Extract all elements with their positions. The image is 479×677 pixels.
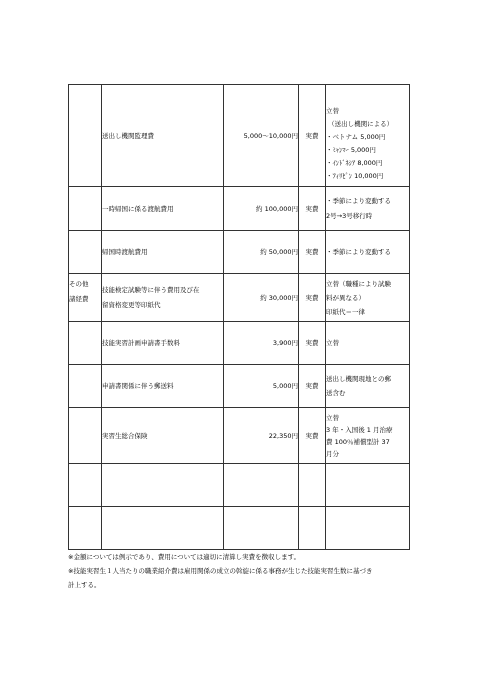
type-cell: 実費 <box>299 322 326 365</box>
note-cell <box>326 507 410 550</box>
category-cell <box>69 365 102 408</box>
category-cell <box>69 274 102 322</box>
table-row-empty <box>69 507 410 550</box>
table-row <box>69 408 410 464</box>
note-line: 2号→3号移行時 <box>326 212 373 220</box>
note-line: 立替 <box>326 106 339 115</box>
table-row <box>69 85 410 187</box>
category-cell <box>69 464 102 507</box>
category-label: その他 <box>69 280 89 288</box>
type-cell <box>299 464 326 507</box>
category-cell <box>69 231 102 274</box>
type-cell: 実費 <box>299 231 326 274</box>
item-cell: 帰国時渡航費用 <box>102 231 224 274</box>
amount-cell: 3,900円 <box>224 322 299 365</box>
category-cell <box>69 187 102 231</box>
item-cell: 技能実習計画申請書手数料 <box>102 322 224 365</box>
note-line: ・ﾌｨﾘﾋﾟﾝ 10,000円 <box>326 171 384 180</box>
item-cell: 実習生総合保険 <box>102 408 224 464</box>
note-line: ・季節により変動する <box>326 248 391 256</box>
footnote-2: ※技能実習生１人当たりの職業紹介費は雇用関係の成立の斡旋に係る事務が生じた技能実習生数に基づき <box>68 567 373 575</box>
note-line: 送含む <box>326 389 346 397</box>
item-cell: 一時帰国に係る渡航費用 <box>102 187 224 231</box>
footnote-2-continued: 計上する。 <box>68 581 101 589</box>
note-cell <box>326 231 410 274</box>
item-cell: 送出し機関監理費 <box>102 85 224 187</box>
note-line: ・ｲﾝﾄﾞﾈｼｱ 8,000円 <box>326 158 383 167</box>
type-cell <box>299 507 326 550</box>
note-line: ・ベトナム 5,000円 <box>326 132 386 141</box>
table-row <box>69 365 410 408</box>
note-line: 送出し機関現地との郵 <box>326 375 391 383</box>
note-cell <box>326 274 410 322</box>
note-cell <box>326 322 410 365</box>
item-line: 技能検定試験等に伴う費用及び在 <box>102 286 200 294</box>
amount-cell <box>224 507 299 550</box>
category-label: 諸経費 <box>69 295 89 303</box>
note-line: 3 年・入国後 1 月治療 <box>326 425 393 434</box>
cost-table <box>68 84 410 550</box>
type-cell: 実費 <box>299 365 326 408</box>
table-row <box>69 322 410 365</box>
type-cell: 実費 <box>299 408 326 464</box>
type-cell: 実費 <box>299 187 326 231</box>
type-cell: 実費 <box>299 274 326 322</box>
amount-cell: 5,000円 <box>224 365 299 408</box>
amount-cell <box>224 464 299 507</box>
item-cell <box>102 464 224 507</box>
category-cell <box>69 408 102 464</box>
amount-cell: 5,000～10,000円 <box>224 85 299 187</box>
item-cell: 申請書関係に伴う郵送料 <box>102 365 224 408</box>
note-line: 立替 <box>326 339 339 347</box>
table-row <box>69 231 410 274</box>
amount-cell: 約 30,000円 <box>224 274 299 322</box>
note-cell <box>326 85 410 187</box>
note-line: 立替 <box>326 413 339 422</box>
amount-cell: 22,350円 <box>224 408 299 464</box>
note-line: 立替（職種により試験 <box>326 279 391 288</box>
note-line: 印紙代＝一律 <box>326 307 365 316</box>
table-row <box>69 274 410 322</box>
type-cell: 実費 <box>299 85 326 187</box>
category-cell <box>69 322 102 365</box>
item-cell <box>102 274 224 322</box>
item-line: 留資格変更等印紙代 <box>102 301 161 309</box>
note-line: ・ﾐｬﾝﾏｰ 5,000円 <box>326 145 376 154</box>
note-cell <box>326 365 410 408</box>
footnote-1: ※金額については例示であり、費用については適切に清算し実費を徴収します。 <box>68 553 301 561</box>
category-cell <box>69 507 102 550</box>
note-cell <box>326 464 410 507</box>
amount-cell: 約 100,000円 <box>224 187 299 231</box>
category-cell <box>69 85 102 187</box>
note-cell <box>326 187 410 231</box>
note-line: ・季節により変動する <box>326 197 391 205</box>
note-cell <box>326 408 410 464</box>
item-cell <box>102 507 224 550</box>
table-row <box>69 187 410 231</box>
note-line: （送出し機関による） <box>326 119 394 128</box>
table-row-empty <box>69 464 410 507</box>
note-line: 料が異なる） <box>326 293 365 302</box>
note-line: 月分 <box>326 449 339 458</box>
note-line: 費 100％補償型計 37 <box>326 437 390 446</box>
amount-cell: 約 50,000円 <box>224 231 299 274</box>
